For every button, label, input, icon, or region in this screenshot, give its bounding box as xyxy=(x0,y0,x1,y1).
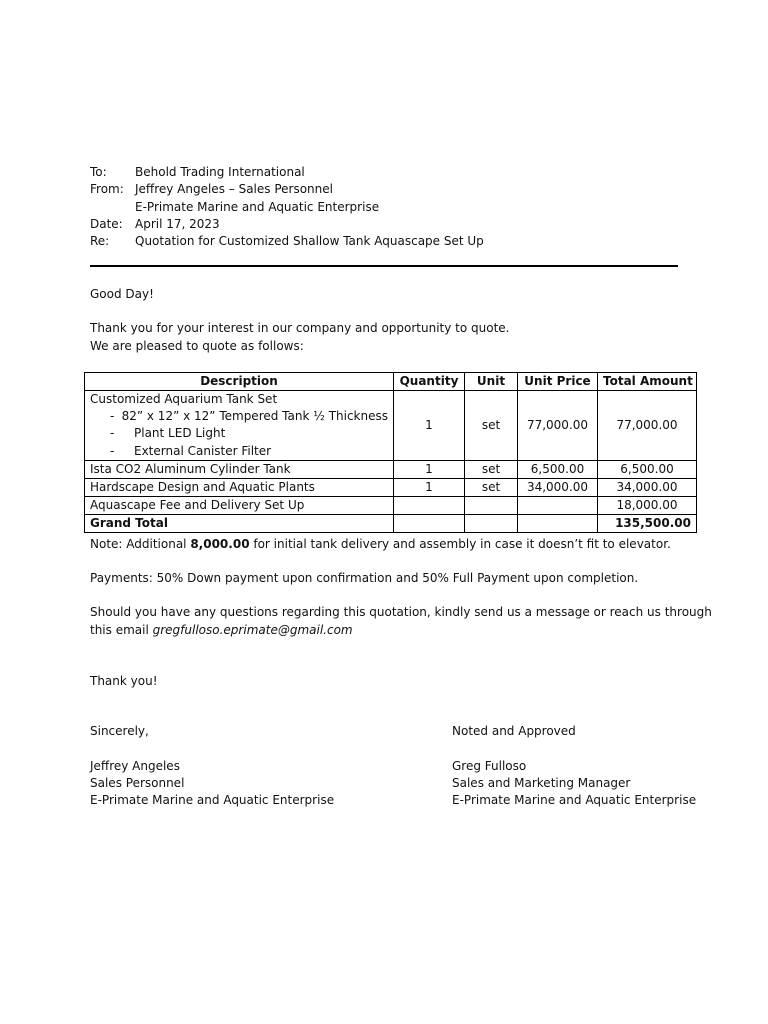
sub-item-text: External Canister Filter xyxy=(134,443,272,458)
quotation-table xyxy=(84,372,697,533)
row-unit-price: 34,000.00 xyxy=(518,478,598,496)
bullet-dash: - xyxy=(110,443,115,458)
row-unit: set xyxy=(465,460,518,478)
from-row xyxy=(90,181,484,198)
sub-item-text: Plant LED Light xyxy=(134,426,226,441)
to-value: Behold Trading International xyxy=(135,165,305,179)
signature-block-left xyxy=(90,723,334,809)
approver-name: Greg Fulloso xyxy=(452,758,527,773)
row-total: 18,000.00 xyxy=(598,496,697,514)
header-divider xyxy=(90,265,678,267)
greeting: Good Day! xyxy=(90,287,154,301)
intro-line-1: Thank you for your interest in our company and opportunity to quote. xyxy=(90,321,510,335)
col-header-unit-price: Unit Price xyxy=(518,373,598,391)
row-unit-price xyxy=(518,496,598,514)
sub-item-list xyxy=(90,408,388,460)
from-label: From: xyxy=(90,182,124,197)
row-description-title: Customized Aquarium Tank Set xyxy=(90,392,278,406)
date-value: April 17, 2023 xyxy=(135,216,220,231)
signer-company: E-Primate Marine and Aquatic Enterprise xyxy=(90,793,335,808)
note-amount: 8,000.00 xyxy=(190,537,250,551)
questions-line-1: Should you have any questions regarding this quotation, kindly send us a message or reach us through xyxy=(90,605,712,619)
col-header-description: Description xyxy=(85,373,394,391)
signer-name: Jeffrey Angeles xyxy=(90,758,180,773)
bullet-dash: - xyxy=(110,426,115,441)
sub-item xyxy=(110,425,388,442)
bullet-dash: - xyxy=(110,409,115,423)
row-total: 6,500.00 xyxy=(598,460,697,478)
memo-header xyxy=(90,164,484,250)
table-row xyxy=(85,391,697,461)
closing: Noted and Approved xyxy=(452,724,576,738)
sub-item-text: 82” x 12” x 12” Tempered Tank ½ Thickness xyxy=(121,409,388,423)
grand-total-value: 135,500.00 xyxy=(598,514,697,532)
approver-company: E-Primate Marine and Aquatic Enterprise xyxy=(452,793,697,808)
row-total: 77,000.00 xyxy=(598,391,697,461)
note-prefix: Note: Additional xyxy=(90,537,191,551)
from-row-2 xyxy=(90,199,484,216)
closing: Sincerely, xyxy=(90,724,149,738)
col-header-quantity: Quantity xyxy=(394,373,465,391)
to-row xyxy=(90,164,484,181)
intro-line-2: We are pleased to quote as follows: xyxy=(90,339,304,353)
row-description: Ista CO2 Aluminum Cylinder Tank xyxy=(85,460,394,478)
email-prefix: this email xyxy=(90,623,153,637)
from-value: Jeffrey Angeles – Sales Personnel xyxy=(135,182,333,197)
row-quantity: 1 xyxy=(394,460,465,478)
sub-item xyxy=(110,443,388,460)
payments-line: Payments: 50% Down payment upon confirmation and 50% Full Payment upon completion. xyxy=(90,571,639,585)
row-quantity: 1 xyxy=(394,478,465,496)
row-quantity: 1 xyxy=(394,391,465,461)
grand-total-label: Grand Total xyxy=(85,514,394,532)
re-row xyxy=(90,233,484,250)
thank-you: Thank you! xyxy=(90,674,158,688)
from-company: E-Primate Marine and Aquatic Enterprise xyxy=(135,199,380,214)
table-header-row xyxy=(85,373,697,391)
row-description xyxy=(85,391,394,461)
signer-title: Sales Personnel xyxy=(90,775,185,790)
col-header-unit: Unit xyxy=(465,373,518,391)
row-unit-price: 6,500.00 xyxy=(518,460,598,478)
date-row xyxy=(90,216,484,233)
col-header-total: Total Amount xyxy=(598,373,697,391)
row-quantity xyxy=(394,496,465,514)
re-value: Quotation for Customized Shallow Tank Aquascape Set Up xyxy=(135,234,484,249)
note-suffix: for initial tank delivery and assembly in case it doesn’t fit to elevator. xyxy=(249,537,671,551)
table-row xyxy=(85,460,697,478)
note-line xyxy=(90,536,671,553)
row-description: Hardscape Design and Aquatic Plants xyxy=(85,478,394,496)
questions-line-2 xyxy=(90,622,353,639)
row-unit: set xyxy=(465,391,518,461)
row-description: Aquascape Fee and Delivery Set Up xyxy=(85,496,394,514)
email-link[interactable]: gregfulloso.eprimate@gmail.com xyxy=(152,623,353,637)
to-label: To: xyxy=(90,165,107,179)
approver-title: Sales and Marketing Manager xyxy=(452,775,631,790)
sub-item xyxy=(110,408,388,425)
re-label: Re: xyxy=(90,234,110,249)
row-unit-price: 77,000.00 xyxy=(518,391,598,461)
signature-block-right xyxy=(452,723,696,809)
table-row xyxy=(85,478,697,496)
grand-total-row xyxy=(85,514,697,532)
date-label: Date: xyxy=(90,216,123,231)
row-unit: set xyxy=(465,478,518,496)
row-unit xyxy=(465,496,518,514)
row-total: 34,000.00 xyxy=(598,478,697,496)
table-row xyxy=(85,496,697,514)
